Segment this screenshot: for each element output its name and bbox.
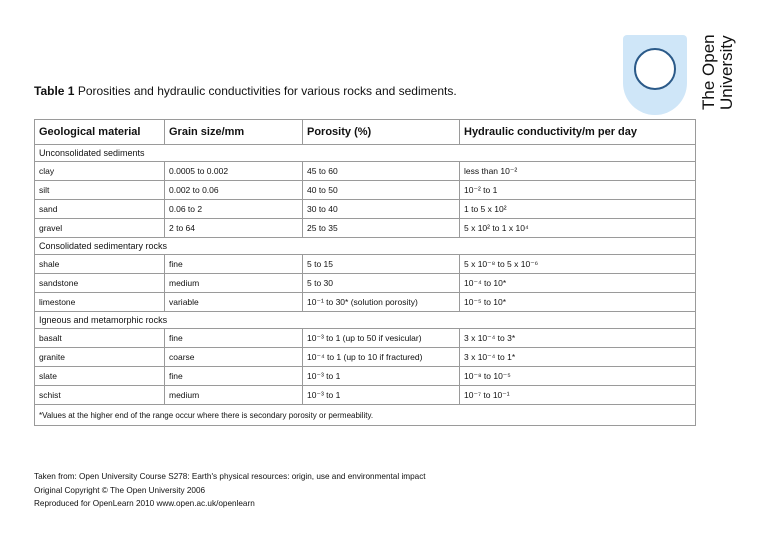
footer-source: Taken from: Open University Course S278: Earth's physical resources: origin, use and environmental impact	[34, 472, 426, 481]
header-conductivity: Hydraulic conductivity/m per day	[460, 120, 696, 145]
cell: 0.002 to 0.06	[165, 181, 303, 200]
cell: 10⁻³ to 1 (up to 50 if vesicular)	[303, 329, 460, 348]
cell: medium	[165, 386, 303, 405]
table-row	[35, 348, 696, 367]
cell: granite	[35, 348, 165, 367]
cell: fine	[165, 367, 303, 386]
cell: 30 to 40	[303, 200, 460, 219]
cell: less than 10⁻²	[460, 162, 696, 181]
table-row	[35, 293, 696, 312]
cell: 5 x 10⁻⁸ to 5 x 10⁻⁶	[460, 255, 696, 274]
cell: medium	[165, 274, 303, 293]
header-grain-size: Grain size/mm	[165, 120, 303, 145]
cell: 45 to 60	[303, 162, 460, 181]
cell: 10⁻⁷ to 10⁻¹	[460, 386, 696, 405]
footer-copyright: Original Copyright © The Open University 2006	[34, 485, 206, 495]
source-footer	[34, 470, 426, 511]
cell: 10⁻⁸ to 10⁻⁵	[460, 367, 696, 386]
table-row	[35, 255, 696, 274]
cell: 10⁻² to 1	[460, 181, 696, 200]
cell: coarse	[165, 348, 303, 367]
table-header-row	[35, 120, 696, 145]
cell: 25 to 35	[303, 219, 460, 238]
cell: slate	[35, 367, 165, 386]
cell: 10⁻³ to 1	[303, 367, 460, 386]
group-row	[35, 238, 696, 255]
cell: 10⁻³ to 1	[303, 386, 460, 405]
footer-reproduced: Reproduced for OpenLearn 2010 www.open.ac.uk/openlearn	[34, 499, 255, 508]
table-note-row	[35, 405, 696, 426]
group-title: Unconsolidated sediments	[35, 145, 696, 162]
cell: gravel	[35, 219, 165, 238]
open-university-logo	[620, 30, 740, 115]
cell: 5 to 15	[303, 255, 460, 274]
table-row	[35, 274, 696, 293]
table-row	[35, 386, 696, 405]
group-title: Consolidated sedimentary rocks	[35, 238, 696, 255]
cell: silt	[35, 181, 165, 200]
table-caption-text: Porosities and hydraulic conductivities for various rocks and sediments.	[77, 84, 457, 98]
cell: 3 x 10⁻⁴ to 1*	[460, 348, 696, 367]
cell: 10⁻⁴ to 10*	[460, 274, 696, 293]
cell: sand	[35, 200, 165, 219]
cell: 3 x 10⁻⁴ to 3*	[460, 329, 696, 348]
table-row	[35, 181, 696, 200]
cell: 5 to 30	[303, 274, 460, 293]
header-material: Geological material	[35, 120, 165, 145]
table-body	[35, 145, 696, 426]
table-row	[35, 367, 696, 386]
group-title: Igneous and metamorphic rocks	[35, 312, 696, 329]
cell: limestone	[35, 293, 165, 312]
table-row	[35, 219, 696, 238]
table-caption	[34, 84, 457, 98]
group-row	[35, 145, 696, 162]
table-row	[35, 200, 696, 219]
ou-shield-icon	[623, 35, 687, 115]
cell: 0.06 to 2	[165, 200, 303, 219]
table-label: Table 1	[34, 84, 75, 98]
group-row	[35, 312, 696, 329]
table-row	[35, 329, 696, 348]
cell: 10⁻⁴ to 1 (up to 10 if fractured)	[303, 348, 460, 367]
cell: 10⁻⁵ to 10*	[460, 293, 696, 312]
cell: basalt	[35, 329, 165, 348]
header-porosity: Porosity (%)	[303, 120, 460, 145]
cell: 0.0005 to 0.002	[165, 162, 303, 181]
cell: fine	[165, 255, 303, 274]
cell: 40 to 50	[303, 181, 460, 200]
cell: shale	[35, 255, 165, 274]
cell: sandstone	[35, 274, 165, 293]
ou-circle-icon	[634, 48, 676, 90]
cell: 2 to 64	[165, 219, 303, 238]
table-row	[35, 162, 696, 181]
logo-line-1: The Open	[699, 34, 718, 110]
cell: variable	[165, 293, 303, 312]
cell: 5 x 10² to 1 x 10⁴	[460, 219, 696, 238]
logo-line-2: University	[717, 35, 736, 110]
cell: clay	[35, 162, 165, 181]
cell: schist	[35, 386, 165, 405]
cell: 10⁻¹ to 30* (solution porosity)	[303, 293, 460, 312]
cell: fine	[165, 329, 303, 348]
cell: 1 to 5 x 10²	[460, 200, 696, 219]
table-note: *Values at the higher end of the range occur where there is secondary porosity or permeability.	[35, 405, 696, 426]
logo-wordmark	[700, 20, 736, 110]
porosity-table	[34, 119, 696, 426]
